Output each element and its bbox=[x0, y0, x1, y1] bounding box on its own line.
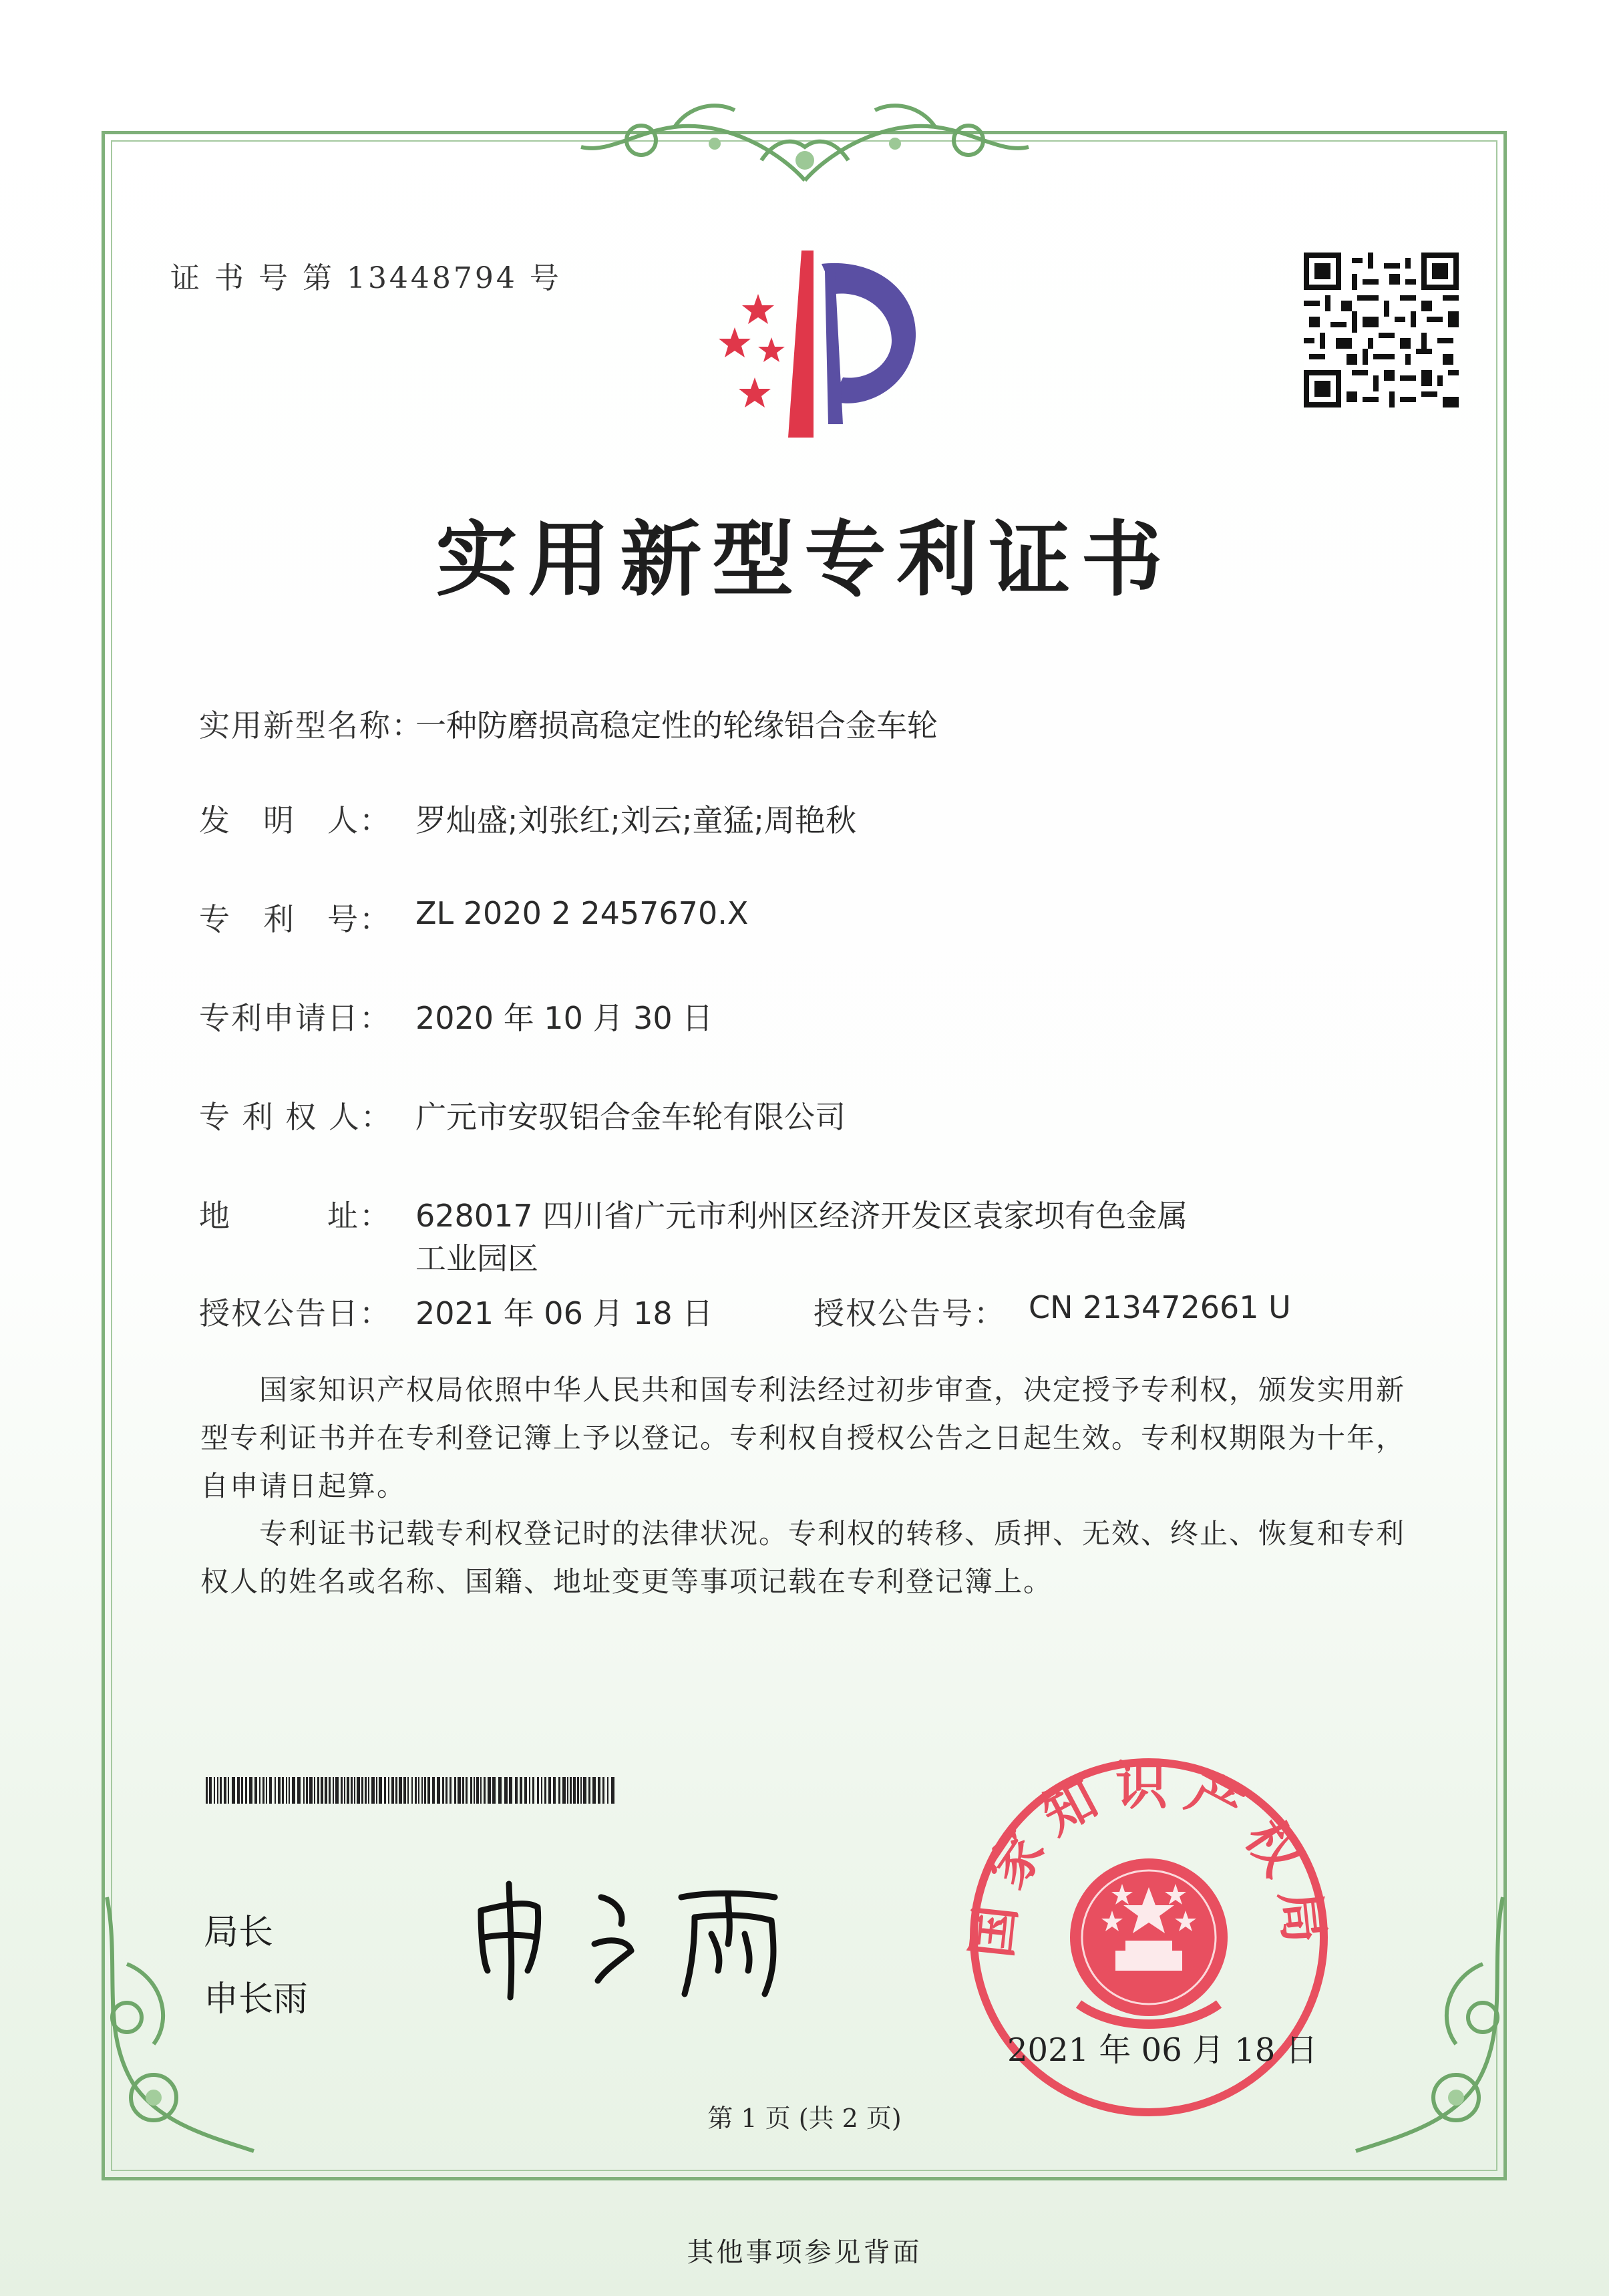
back-side-note: 其他事项参见背面 bbox=[687, 2237, 922, 2268]
director-signature bbox=[461, 1870, 835, 2004]
legal-status-paragraph: 专利证书记载专利权登记时的法律状况。专利权的转移、质押、无效、终止、恢复和专利权人的姓名或名称、国籍、地址变更等事项记载在专利登记簿上。 bbox=[200, 1517, 1406, 1598]
seal-text: 国家知识产权局 bbox=[962, 1756, 1336, 1961]
grant-statement-paragraph: 国家知识产权局依照中华人民共和国专利法经过初步审查，决定授予专利权，颁发实用新型专利证书并在专利登记簿上予以登记。专利权自授权公告之日起生效。专利权期限为十年，自申请日起算。 bbox=[200, 1373, 1406, 1502]
qr-code-icon bbox=[1304, 253, 1459, 407]
grant-date-value: 2021 年 06 月 18 日 bbox=[415, 1295, 713, 1331]
seal-date: 2021 年 06 月 18 日 bbox=[1007, 2031, 1318, 2069]
grant-number-label: 授权公告号： bbox=[814, 1295, 1006, 1331]
filing-date-label: 专利申请日： bbox=[199, 1000, 391, 1036]
name-label: 实用新型名称： bbox=[199, 707, 423, 744]
patentee-value: 广元市安驭铝合金车轮有限公司 bbox=[415, 1099, 846, 1135]
patentee-label: 专 利 权 人： bbox=[199, 1099, 393, 1135]
grant-number-value: CN 213472661 U bbox=[1029, 1289, 1291, 1325]
patent-number-value: ZL 2020 2 2457670.X bbox=[415, 895, 749, 931]
certificate-title: 实用新型专利证书 bbox=[435, 512, 1174, 607]
grant-date-label: 授权公告日： bbox=[199, 1295, 391, 1331]
certificate-number: 证 书 号 第 13448794 号 bbox=[170, 261, 562, 295]
address-value-line2: 工业园区 bbox=[415, 1241, 538, 1277]
barcode-icon bbox=[206, 1777, 617, 1804]
patent-office-logo bbox=[688, 244, 942, 444]
director-name: 申长雨 bbox=[204, 1979, 309, 2019]
director-title: 局长 bbox=[204, 1913, 274, 1953]
inventor-label: 发 明 人： bbox=[199, 802, 391, 838]
inventor-value: 罗灿盛;刘张红;刘云;童猛;周艳秋 bbox=[415, 802, 856, 838]
patent-number-label: 专 利 号： bbox=[199, 901, 391, 937]
filing-date-value: 2020 年 10 月 30 日 bbox=[415, 1000, 713, 1036]
address-label: 地 址： bbox=[199, 1198, 391, 1234]
name-value: 一种防磨损高稳定性的轮缘铝合金车轮 bbox=[415, 707, 938, 744]
page-number: 第 1 页 (共 2 页) bbox=[707, 2104, 902, 2133]
top-ornament bbox=[561, 80, 1049, 187]
address-value-line1: 628017 四川省广元市利州区经济开发区袁家坝有色金属 bbox=[415, 1198, 1188, 1234]
